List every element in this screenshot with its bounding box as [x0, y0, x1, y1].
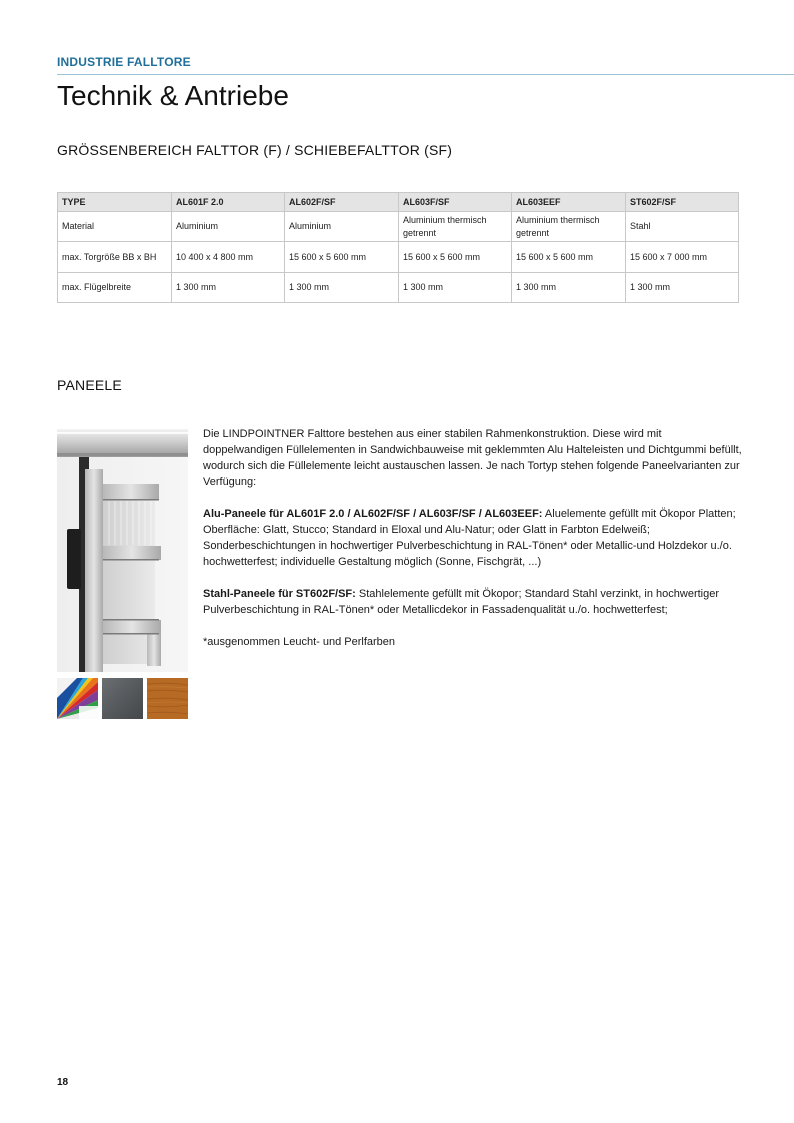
table-cell: 1 300 mm: [626, 273, 739, 303]
table-cell: 1 300 mm: [399, 273, 512, 303]
panel-profile-image: [57, 429, 188, 672]
table-cell: Aluminium: [285, 212, 399, 242]
table-header-cell: AL602F/SF: [285, 193, 399, 212]
table-header-cell: ST602F/SF: [626, 193, 739, 212]
table-cell: max. Flügelbreite: [58, 273, 172, 303]
alu-panels-paragraph: [203, 506, 743, 570]
ral-color-fan-image: [57, 678, 98, 719]
table-cell: max. Torgröße BB x BH: [58, 242, 172, 273]
table-cell: Aluminium: [172, 212, 285, 242]
wood-decor-image: [147, 678, 188, 719]
table-row: [58, 242, 739, 273]
steel-panels-paragraph: [203, 586, 743, 618]
table-cell: 15 600 x 5 600 mm: [399, 242, 512, 273]
table-header-cell: AL601F 2.0: [172, 193, 285, 212]
panels-description: [203, 426, 743, 666]
panels-heading: PANEELE: [57, 377, 122, 393]
table-header-cell: AL603F/SF: [399, 193, 512, 212]
table-row: [58, 273, 739, 303]
page-title: Technik & Antriebe: [57, 80, 289, 111]
table-header-cell: AL603EEF: [512, 193, 626, 212]
metallic-finish-image: [102, 678, 143, 719]
table-header-row: [58, 193, 739, 212]
table-cell: Material: [58, 212, 172, 242]
table-cell: 1 300 mm: [285, 273, 399, 303]
table-cell: 15 600 x 7 000 mm: [626, 242, 739, 273]
table-row: [58, 212, 739, 242]
table-cell: 15 600 x 5 600 mm: [285, 242, 399, 273]
steel-panels-text: Stahlelemente gefüllt mit Ökopor; Standard Stahl verzinkt, in hochwertiger Pulverbeschichtung in RAL-Tönen* oder Metallicdekor in Fassadenqualität u./o. hochwetterfest;: [203, 588, 720, 616]
size-range-table: [57, 192, 739, 303]
page-number: 18: [57, 1077, 69, 1088]
table-cell: 1 300 mm: [172, 273, 285, 303]
table-cell: 15 600 x 5 600 mm: [512, 242, 626, 273]
section-kicker: INDUSTRIE FALLTORE: [57, 55, 191, 69]
steel-panels-label: Stahl-Paneele für ST602F/SF:: [203, 588, 356, 600]
header-divider: [57, 74, 794, 75]
table-cell: Aluminium thermisch getrennt: [399, 212, 512, 242]
table-cell: 1 300 mm: [512, 273, 626, 303]
sizes-heading: GRÖSSENBEREICH FALTTOR (F) / SCHIEBEFALTTOR (SF): [57, 142, 453, 158]
table-cell: Stahl: [626, 212, 739, 242]
table-cell: Aluminium thermisch getrennt: [512, 212, 626, 242]
table-header-cell: TYPE: [58, 193, 172, 212]
alu-panels-label: Alu-Paneele für AL601F 2.0 / AL602F/SF / AL603F/SF / AL603EEF:: [203, 508, 543, 520]
table-cell: 10 400 x 4 800 mm: [172, 242, 285, 273]
footnote: *ausgenommen Leucht- und Perlfarben: [203, 636, 396, 648]
panels-intro-paragraph: Die LINDPOINTNER Falttore bestehen aus einer stabilen Rahmenkonstruktion. Diese wird mit doppelwandigen Füllelementen in Sandwichbauweise mit geklemmten Alu Halteleisten und Dichtgummi befüllt, wodurch sich die Füllelemente leicht austauschen lassen. Je nach Tortyp stehen folgende Paneelvarianten zur Verfügung:: [203, 428, 742, 488]
alu-panels-text: Aluelemente gefüllt mit Ökopor Platten; Oberfläche: Glatt, Stucco; Standard in Eloxal und Alu-Natur; oder Glatt in Farbton Edelweiß; Sonderbeschichtungen in hochwertiger Pulverbeschichtung in RAL-Tönen* oder Metallic-und Holzdekor u./o. hochwetterfest; individuelle Gestaltung möglich (Sonne, Fischgrät, ...): [203, 508, 736, 568]
